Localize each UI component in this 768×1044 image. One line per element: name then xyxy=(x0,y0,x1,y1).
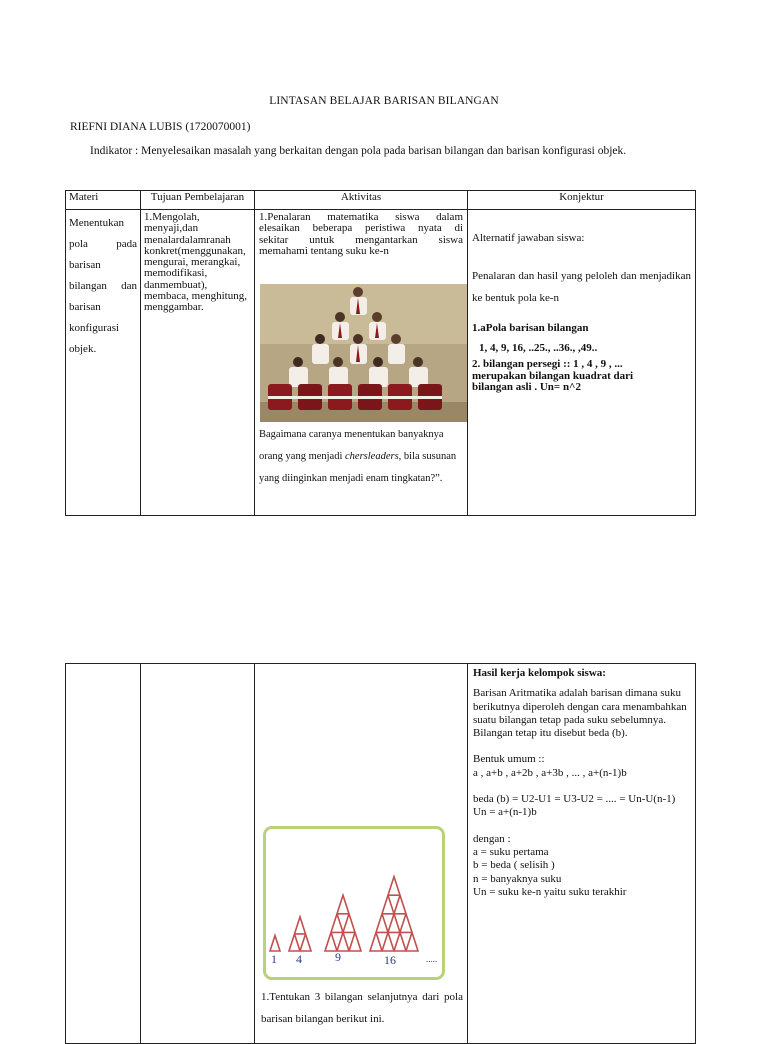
tujuan-cell xyxy=(141,210,255,516)
hasil-kerja-cell xyxy=(468,664,696,1044)
cheerleader-pyramid-photo xyxy=(260,284,467,422)
materi-cell-empty xyxy=(66,664,141,1044)
triangle-outline xyxy=(325,895,361,951)
header-konjektur: Konjektur xyxy=(468,191,696,210)
question-text: Bagaimana caranya menentukan banyaknya orang yang menjadi xyxy=(259,429,444,463)
cheerleader-question xyxy=(259,424,463,490)
legend-a: a = suku pertama xyxy=(473,845,549,858)
materi-line: bilangan dan xyxy=(69,280,137,292)
aktivitas-line: sekitar untuk mengantarkan siswa xyxy=(259,233,463,246)
table-row xyxy=(66,210,696,516)
question-text-end: , bila susunan yang diinginkan menjadi enam tingkatan?”. xyxy=(259,451,457,485)
bentuk-umum-label: Bentuk umum :: xyxy=(473,753,545,766)
materi-line: barisan xyxy=(69,301,101,313)
triangle-inner-edge xyxy=(406,932,412,951)
triangle-inner-edge xyxy=(349,932,355,951)
triangle-pattern-image xyxy=(266,829,436,971)
materi-line: objek. xyxy=(69,343,97,355)
square-numbers-line3: bilangan asli . Un= n^2 xyxy=(472,381,581,393)
triangle-inner-edge xyxy=(295,934,301,951)
header-tujuan: Tujuan Pembelajaran xyxy=(141,191,255,210)
square-numbers-line2: merupakan bilangan kuadrat dari xyxy=(472,369,634,382)
triangle-inner-edge xyxy=(300,934,306,951)
table-header-row xyxy=(66,191,696,210)
question-italic: chersleaders xyxy=(345,451,399,463)
learning-trajectory-table-continued xyxy=(65,663,696,1044)
bentuk-umum-formula: a , a+b , a+2b , a+3b , ... , a+(n-1)b xyxy=(473,766,627,779)
tujuan-text: 1.Mengolah, menyaji,dan menalardalamranah konkret(menggunakan, mengurai, merangkai, memodifikasi, danmembuat), membaca, menghitung, menggambar. xyxy=(144,211,247,314)
legend-un: Un = suku ke-n yaitu suku terakhir xyxy=(473,885,627,898)
task-instruction: 1.Tentukan 3 bilangan selanjutnya dari pola barisan bilangan berikut ini. xyxy=(261,991,463,1025)
beda-formula: beda (b) = U2-U1 = U3-U2 = .... = Un-U(n-1) xyxy=(473,793,676,806)
aktivitas-line: elesaikan beberapa peristiwa nyata di xyxy=(259,222,463,235)
author-line: RIEFNI DIANA LUBIS (1720070001) xyxy=(70,121,251,133)
materi-line: barisan xyxy=(69,259,101,271)
aktivitas-text xyxy=(259,212,463,257)
aritmatika-definition: Barisan Aritmatika adalah barisan dimana suku berikutnya diperoleh dengan cara menambahkan suatu bilangan tetap pada suku sebelumnya. xyxy=(473,687,687,726)
document-title: LINTASAN BELAJAR BARISAN BILANGAN xyxy=(269,95,499,107)
aktivitas-cell xyxy=(255,664,468,1044)
aktivitas-line: 1.Penalaran matematika siswa dalam xyxy=(259,211,463,223)
konjektur-intro: Alternatif jawaban siswa: xyxy=(472,232,585,244)
legend-n: n = banyaknya suku xyxy=(473,872,562,885)
aktivitas-line: memahami tentang suku ke-n xyxy=(259,244,389,257)
indicator-text: Indikator : Menyelesaikan masalah yang berkaitan dengan pola pada barisan bilangan dan barisan konfigurasi objek. xyxy=(90,145,627,157)
hasil-heading: Hasil kerja kelompok siswa: xyxy=(473,667,606,679)
square-numbers-line1: 2. bilangan persegi :: 1 , 4 , 9 , ... xyxy=(472,358,623,370)
konjektur-cell xyxy=(468,210,696,516)
pattern-heading: 1.aPola barisan bilangan xyxy=(472,322,589,334)
header-materi: Materi xyxy=(66,191,141,210)
konjektur-reasoning: Penalaran dan hasil yang peloleh dan menjadikan ke bentuk pola ke-n xyxy=(472,270,691,304)
pattern-values: 1, 4, 9, 16, ..25., ..36., ,49.. xyxy=(479,342,598,354)
beda-note: Bilangan tetap itu disebut beda (b). xyxy=(473,727,628,740)
triangle-inner-edge xyxy=(376,932,382,951)
dengan-label: dengan : xyxy=(473,832,511,845)
tujuan-cell-empty xyxy=(141,664,255,1044)
learning-trajectory-table xyxy=(65,190,696,516)
materi-line: konfigurasi xyxy=(69,322,120,334)
materi-line: pola pada xyxy=(69,238,137,250)
un-formula: Un = a+(n-1)b xyxy=(473,806,537,819)
figure-label-4: 4 xyxy=(296,952,302,966)
triangle-inner-edge xyxy=(331,932,337,951)
aktivitas-cell xyxy=(255,210,468,516)
triangle-outline xyxy=(270,936,280,952)
triangle-pattern-figure xyxy=(263,826,445,980)
figure-label-1: 1 xyxy=(271,952,277,966)
legend-b: b = beda ( selisih ) xyxy=(473,859,555,872)
figure-label-9: 9 xyxy=(335,950,341,964)
materi-cell xyxy=(66,210,141,516)
header-aktivitas: Aktivitas xyxy=(255,191,468,210)
materi-line: Menentukan xyxy=(69,217,124,229)
figure-label-16: 16 xyxy=(384,953,396,967)
table-row xyxy=(66,664,696,1044)
cheerleader-pyramid-image xyxy=(260,284,467,422)
figure-label-ellipsis: ..... xyxy=(426,954,438,964)
